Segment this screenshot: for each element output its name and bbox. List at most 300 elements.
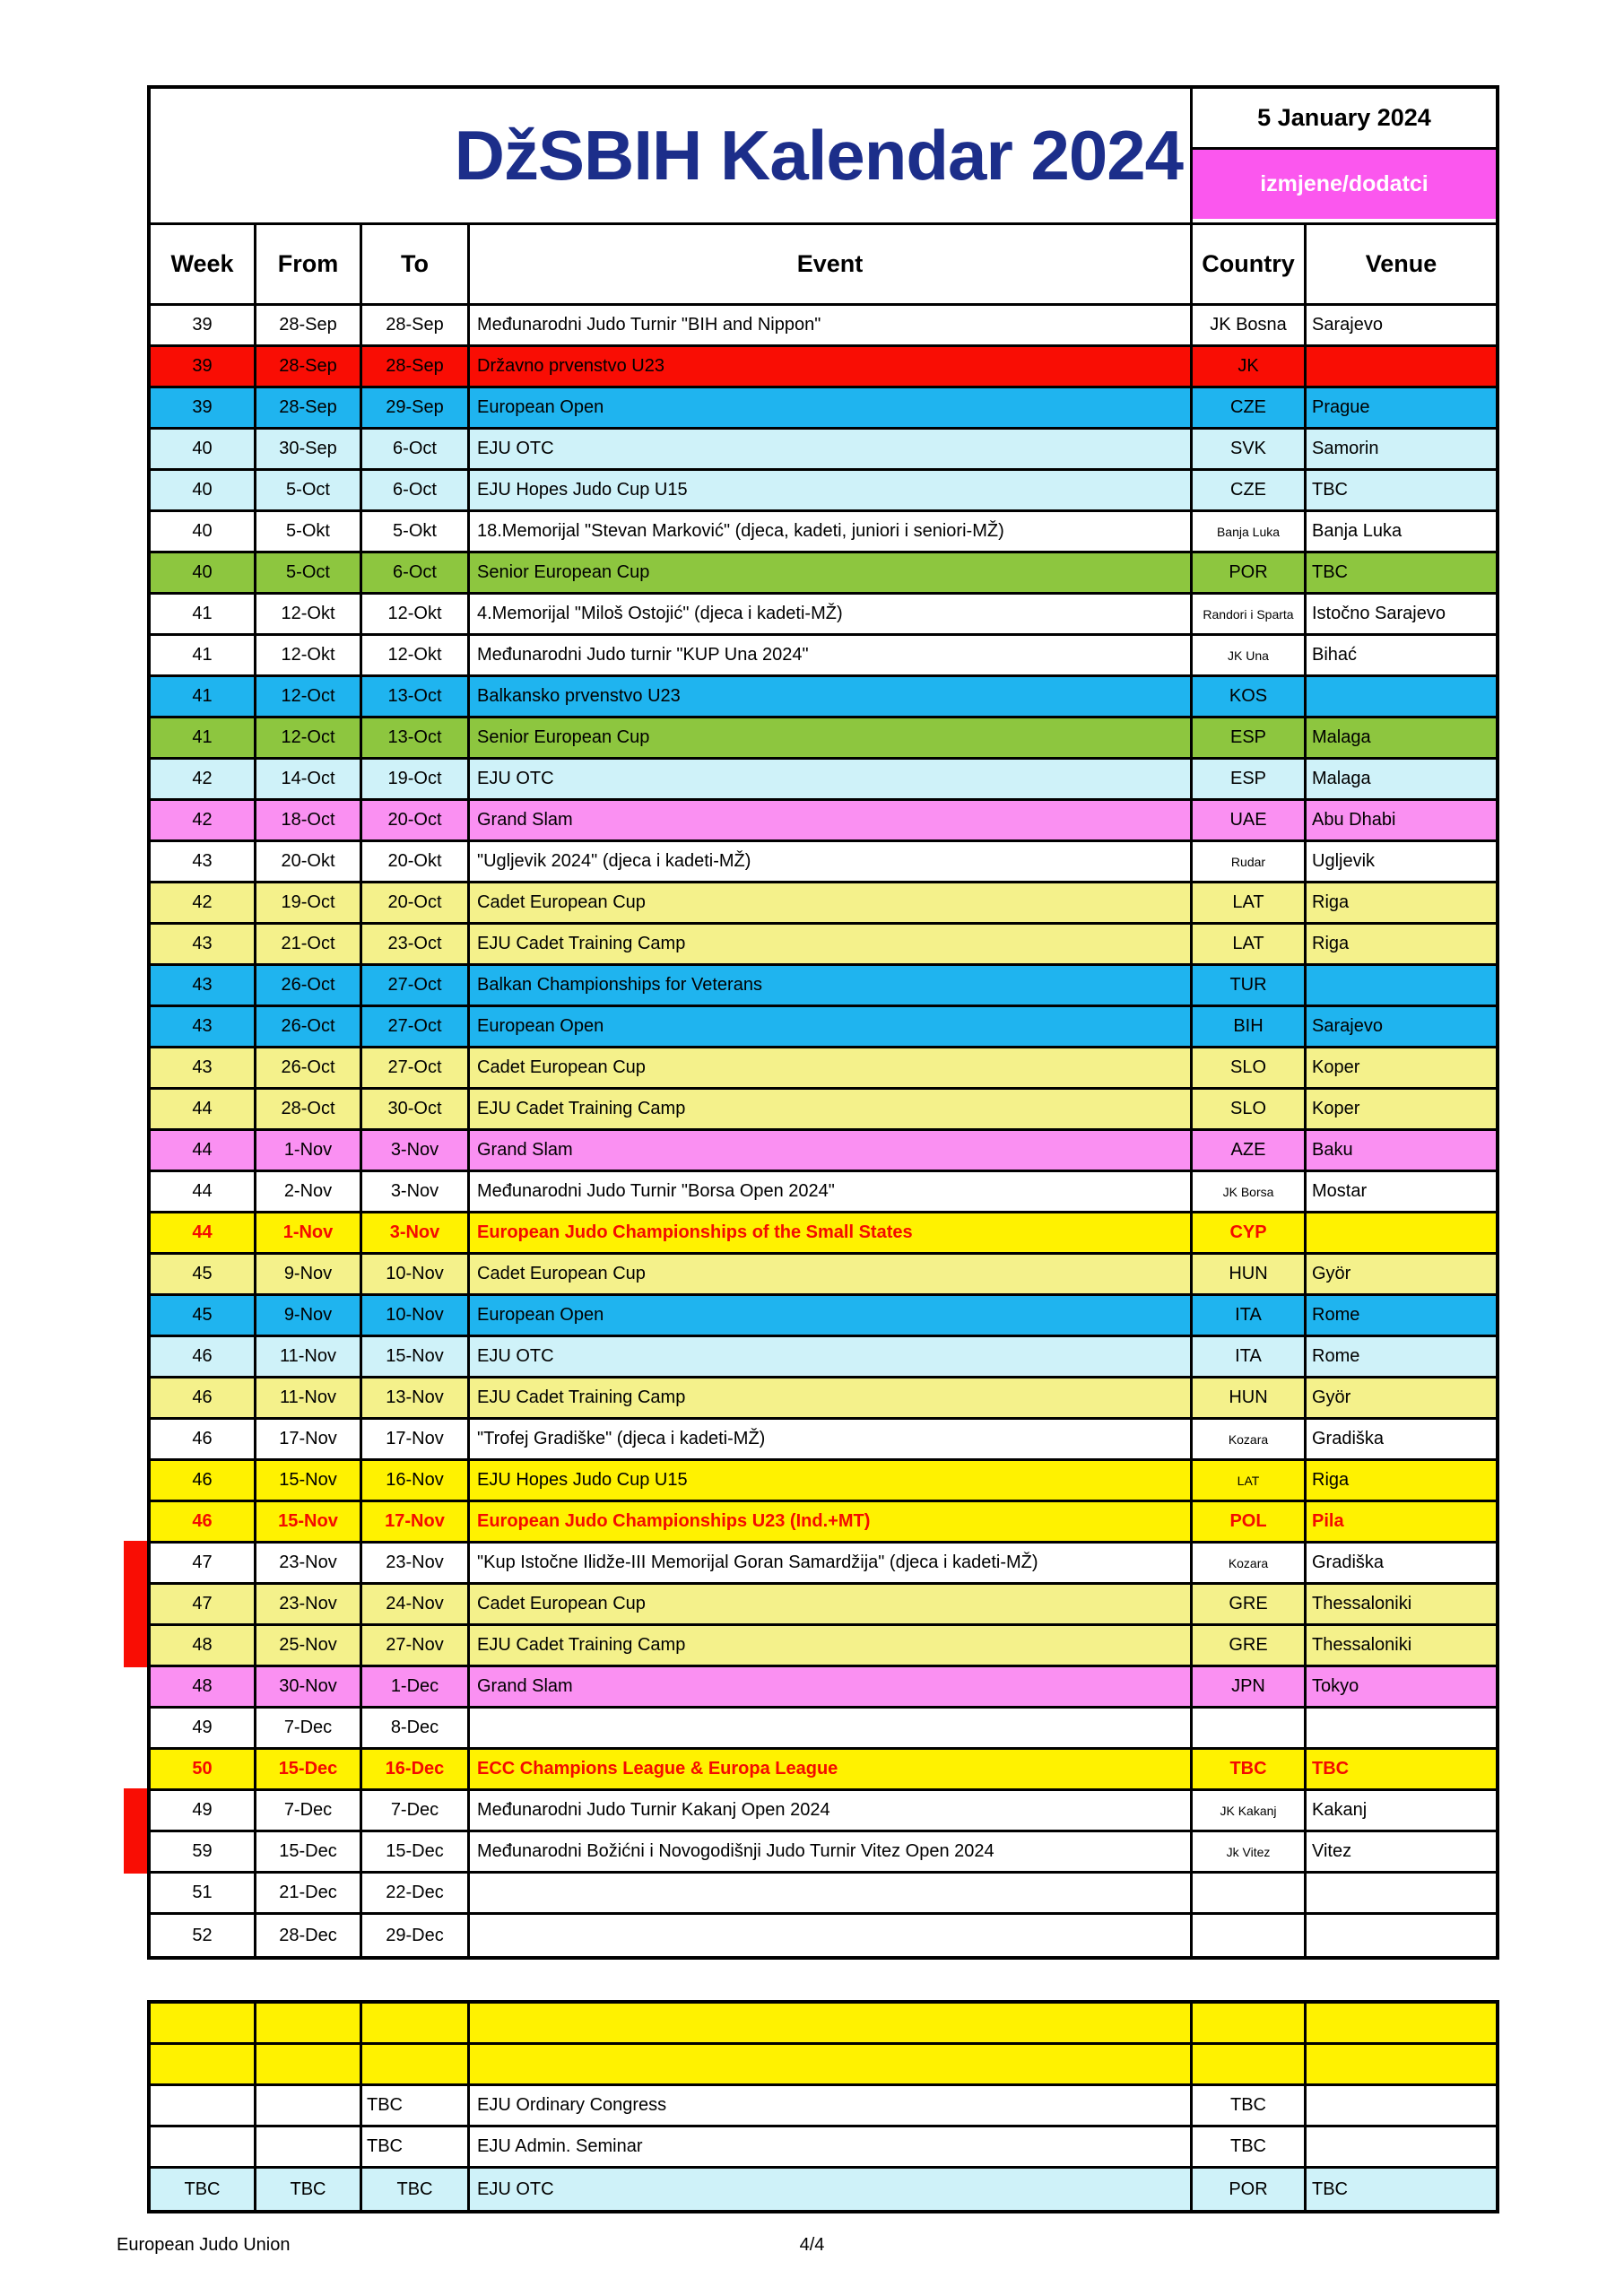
cell-to: 27-Oct (362, 1048, 470, 1087)
table-row (151, 1255, 1496, 1296)
cell-country: CYP (1193, 1213, 1307, 1252)
cell-event: EJU Admin. Seminar (470, 2127, 1193, 2166)
cell-venue: TBC (1312, 480, 1348, 500)
cell-event: Grand Slam (470, 1131, 1193, 1170)
cell-to: TBC (362, 2169, 470, 2210)
table-row (151, 430, 1496, 471)
table-row (151, 2004, 1496, 2045)
cell-event: EJU Cadet Training Camp (470, 1378, 1193, 1417)
cell-week: 44 (151, 1213, 256, 1252)
cell-from: 12-Okt (256, 636, 362, 674)
cell-from: 12-Okt (256, 595, 362, 633)
cell-venue (1307, 2086, 1496, 2125)
cell-to: 12-Okt (362, 636, 470, 674)
table-row (151, 1585, 1496, 1626)
cell-week: TBC (151, 2169, 256, 2210)
cell-to: 27-Oct (362, 1007, 470, 1046)
table-row (151, 1172, 1496, 1213)
cell-to: 16-Nov (362, 1461, 470, 1500)
cell-from: 23-Nov (256, 1544, 362, 1582)
footer-organization: European Judo Union (117, 2235, 291, 2255)
cell-event: 4.Memorijal "Miloš Ostojić" (djeca i kadeti-MŽ) (470, 595, 1193, 633)
table-row (151, 1544, 1496, 1585)
table-row (151, 925, 1496, 966)
table-row (151, 883, 1496, 925)
cell-to: 10-Nov (362, 1296, 470, 1335)
cell-venue: Ugljevik (1312, 851, 1376, 871)
cell-from: 15-Nov (256, 1502, 362, 1541)
cell-week: 41 (151, 636, 256, 674)
cell-from: 26-Oct (256, 1048, 362, 1087)
cell-country: Kozara (1193, 1544, 1307, 1582)
cell-event: European Open (470, 1007, 1193, 1046)
table-row (151, 1090, 1496, 1131)
table-row (151, 760, 1496, 801)
column-header-from: From (256, 225, 362, 303)
table-row (151, 1296, 1496, 1337)
cell-event: EJU Ordinary Congress (470, 2086, 1193, 2125)
cell-to: 3-Nov (362, 1131, 470, 1170)
cell-country: ESP (1193, 718, 1307, 757)
cell-from: 15-Dec (256, 1750, 362, 1788)
table-row (151, 1709, 1496, 1750)
table-row (151, 1420, 1496, 1461)
cell-from: 5-Oct (256, 471, 362, 509)
cell-to: 13-Nov (362, 1378, 470, 1417)
cell-event: Cadet European Cup (470, 1585, 1193, 1623)
cell-venue: Vitez (1312, 1841, 1352, 1861)
table-row (151, 1626, 1496, 1667)
cell-country: UAE (1193, 801, 1307, 839)
table-row (151, 1915, 1496, 1956)
cell-week: 44 (151, 1131, 256, 1170)
cell-week: 49 (151, 1709, 256, 1747)
cell-venue: Malaga (1312, 769, 1371, 788)
table-row (151, 512, 1496, 553)
cell-to: 29-Dec (362, 1915, 470, 1956)
cell-week: 41 (151, 595, 256, 633)
cell-country: LAT (1193, 925, 1307, 963)
cell-from: 21-Dec (256, 1874, 362, 1912)
cell-week: 59 (151, 1832, 256, 1871)
cell-country: LAT (1193, 883, 1307, 922)
cell-venue: Riga (1312, 892, 1350, 912)
cell-to: 28-Sep (362, 306, 470, 344)
cell-week: 43 (151, 1048, 256, 1087)
column-header-event: Event (470, 225, 1193, 303)
cell-event: EJU Hopes Judo Cup U15 (470, 1461, 1193, 1500)
table-row (151, 677, 1496, 718)
table-row (151, 1667, 1496, 1709)
cell-venue: Koper (1312, 1057, 1360, 1077)
table-row (151, 306, 1496, 347)
changes-badge: izmjene/dodatci (1193, 150, 1496, 219)
cell-country: SVK (1193, 430, 1307, 468)
cell-to: 8-Dec (362, 1709, 470, 1747)
cell-country: Jk Vitez (1193, 1832, 1307, 1871)
cell-venue: Malaga (1312, 727, 1371, 747)
table-row (151, 1874, 1496, 1915)
title-cell (151, 89, 1193, 222)
cell-country: POR (1193, 2169, 1307, 2210)
cell-week: 43 (151, 1007, 256, 1046)
cell-from: 1-Nov (256, 1213, 362, 1252)
table-row (151, 1378, 1496, 1420)
cell-venue: TBC (1312, 562, 1348, 582)
cell-country: ESP (1193, 760, 1307, 798)
cell-event: Cadet European Cup (470, 1255, 1193, 1293)
cell-country: JPN (1193, 1667, 1307, 1706)
cell-country (1193, 1915, 1307, 1956)
table-row (151, 1337, 1496, 1378)
cell-country (1193, 2045, 1307, 2083)
cell-venue: Tokyo (1312, 1676, 1359, 1696)
cell-to: TBC (362, 2127, 470, 2166)
table-row (151, 388, 1496, 430)
column-header-row (151, 225, 1496, 306)
cell-week: 48 (151, 1626, 256, 1665)
cell-event: Međunarodni Judo turnir "KUP Una 2024" (470, 636, 1193, 674)
cell-venue (1307, 2127, 1496, 2166)
cell-venue (1307, 677, 1496, 716)
cell-event: "Kup Istočne Ilidže-III Memorijal Goran Samardžija" (djeca i kadeti-MŽ) (470, 1544, 1193, 1582)
cell-venue: Sarajevo (1312, 315, 1383, 335)
cell-from: 12-Oct (256, 677, 362, 716)
cell-from (256, 2004, 362, 2042)
cell-venue: Rome (1312, 1305, 1360, 1325)
cell-week: 42 (151, 760, 256, 798)
cell-week: 46 (151, 1337, 256, 1376)
table-row (151, 1007, 1496, 1048)
cell-from (256, 2045, 362, 2083)
cell-event: EJU OTC (470, 430, 1193, 468)
cell-country: JK Una (1193, 636, 1307, 674)
cell-from: 5-Oct (256, 553, 362, 592)
table-row (151, 2045, 1496, 2086)
cell-to: 23-Nov (362, 1544, 470, 1582)
cell-week: 42 (151, 883, 256, 922)
cell-to: 6-Oct (362, 430, 470, 468)
cell-country: SLO (1193, 1048, 1307, 1087)
cell-country: ITA (1193, 1337, 1307, 1376)
cell-week: 41 (151, 718, 256, 757)
cell-country (1193, 1709, 1307, 1747)
cell-venue: Thessaloniki (1312, 1594, 1412, 1613)
cell-from: 25-Nov (256, 1626, 362, 1665)
cell-venue (1307, 1709, 1496, 1747)
cell-week: 46 (151, 1420, 256, 1458)
cell-country: POL (1193, 1502, 1307, 1541)
cell-venue: Rome (1312, 1346, 1360, 1366)
cell-from: 26-Oct (256, 966, 362, 1004)
cell-event: Međunarodni Judo Turnir "Borsa Open 2024" (470, 1172, 1193, 1211)
cell-to: 1-Dec (362, 1667, 470, 1706)
cell-from: 14-Oct (256, 760, 362, 798)
cell-from: 7-Dec (256, 1709, 362, 1747)
table-row (151, 347, 1496, 388)
title-right-block (1193, 89, 1496, 222)
cell-venue (1307, 1915, 1496, 1956)
cell-to: 15-Nov (362, 1337, 470, 1376)
footer-page-number: 4/4 (799, 2235, 825, 2255)
cell-venue (1307, 2045, 1496, 2083)
cell-week: 40 (151, 512, 256, 551)
cell-event: European Open (470, 1296, 1193, 1335)
cell-event: Državno prvenstvo U23 (470, 347, 1193, 386)
cell-from: 9-Nov (256, 1255, 362, 1293)
cell-event: European Open (470, 388, 1193, 427)
cell-event: Cadet European Cup (470, 1048, 1193, 1087)
cell-venue: Prague (1312, 397, 1370, 417)
cell-country: HUN (1193, 1378, 1307, 1417)
cell-from: 2-Nov (256, 1172, 362, 1211)
table-row (151, 1832, 1496, 1874)
cell-to: 20-Okt (362, 842, 470, 881)
cell-from (256, 2086, 362, 2125)
table-row (151, 553, 1496, 595)
cell-venue: Sarajevo (1312, 1016, 1383, 1036)
cell-to: 17-Nov (362, 1502, 470, 1541)
cell-country: JK Borsa (1193, 1172, 1307, 1211)
cell-country: Randori i Sparta (1193, 595, 1307, 633)
cell-venue: Koper (1312, 1099, 1360, 1118)
cell-from: 7-Dec (256, 1791, 362, 1830)
table-row (151, 1213, 1496, 1255)
revision-date: 5 January 2024 (1193, 89, 1496, 150)
table-row (151, 1791, 1496, 1832)
cell-venue: Gradiška (1312, 1429, 1385, 1448)
cell-event: "Ugljevik 2024" (djeca i kadeti-MŽ) (470, 842, 1193, 881)
cell-to: 6-Oct (362, 471, 470, 509)
cell-venue (1307, 1213, 1496, 1252)
cell-to: 3-Nov (362, 1213, 470, 1252)
table-row (151, 1131, 1496, 1172)
cell-event: Cadet European Cup (470, 883, 1193, 922)
cell-week: 39 (151, 306, 256, 344)
table-row (151, 1048, 1496, 1090)
cell-week (151, 2004, 256, 2042)
cell-week (151, 2045, 256, 2083)
cell-week: 41 (151, 677, 256, 716)
cell-to: 30-Oct (362, 1090, 470, 1128)
cell-country: HUN (1193, 1255, 1307, 1293)
cell-from: 12-Oct (256, 718, 362, 757)
cell-event: "Trofej Gradiške" (djeca i kadeti-MŽ) (470, 1420, 1193, 1458)
cell-event: Međunarodni Judo Turnir Kakanj Open 2024 (470, 1791, 1193, 1830)
cell-event: Balkan Championships for Veterans (470, 966, 1193, 1004)
cell-from: 20-Okt (256, 842, 362, 881)
cell-event: European Judo Championships of the Small States (470, 1213, 1193, 1252)
cell-event: Senior European Cup (470, 718, 1193, 757)
cell-venue: Riga (1312, 1470, 1350, 1490)
calendar-document (147, 85, 1499, 2213)
cell-to: 10-Nov (362, 1255, 470, 1293)
cell-event: EJU OTC (470, 1337, 1193, 1376)
cell-to: 6-Oct (362, 553, 470, 592)
calendar-rows (151, 306, 1496, 1956)
cell-country: JK Kakanj (1193, 1791, 1307, 1830)
cell-week: 40 (151, 553, 256, 592)
cell-week: 47 (151, 1544, 256, 1582)
cell-country: CZE (1193, 388, 1307, 427)
cell-country: CZE (1193, 471, 1307, 509)
cell-from: 17-Nov (256, 1420, 362, 1458)
cell-country: GRE (1193, 1626, 1307, 1665)
cell-event (470, 1709, 1193, 1747)
cell-venue (1307, 1874, 1496, 1912)
column-header-venue: Venue (1365, 250, 1437, 277)
cell-week: 40 (151, 430, 256, 468)
table-row (151, 966, 1496, 1007)
cell-country: TBC (1193, 2127, 1307, 2166)
cell-from: 28-Sep (256, 306, 362, 344)
cell-event: European Judo Championships U23 (Ind.+MT) (470, 1502, 1193, 1541)
cell-week: 46 (151, 1502, 256, 1541)
cell-week: 42 (151, 801, 256, 839)
cell-week: 43 (151, 966, 256, 1004)
cell-from (256, 2127, 362, 2166)
cell-week (151, 2086, 256, 2125)
cell-week: 47 (151, 1585, 256, 1623)
cell-to: 28-Sep (362, 347, 470, 386)
cell-event: EJU Cadet Training Camp (470, 1626, 1193, 1665)
cell-venue (1307, 347, 1496, 386)
cell-venue: Gradiška (1312, 1552, 1385, 1572)
cell-from: 19-Oct (256, 883, 362, 922)
table-row (151, 718, 1496, 760)
page-title: DžSBIH Kalendar 2024 (454, 116, 1183, 195)
cell-venue: Istočno Sarajevo (1312, 604, 1446, 623)
cell-to: 5-Okt (362, 512, 470, 551)
cell-venue: Mostar (1312, 1181, 1368, 1201)
cell-event (470, 2004, 1193, 2042)
cell-event: ECC Champions League & Europa League (470, 1750, 1193, 1788)
cell-venue: TBC (1312, 2179, 1348, 2199)
cell-country: KOS (1193, 677, 1307, 716)
cell-venue: Györ (1312, 1387, 1351, 1407)
cell-to: 20-Oct (362, 801, 470, 839)
supplementary-rows (151, 2004, 1496, 2210)
cell-event: EJU OTC (470, 760, 1193, 798)
cell-from: 23-Nov (256, 1585, 362, 1623)
title-block (151, 89, 1496, 225)
cell-venue: Riga (1312, 934, 1350, 953)
cell-week: 52 (151, 1915, 256, 1956)
main-calendar-table (147, 85, 1499, 1960)
cell-week: 46 (151, 1378, 256, 1417)
cell-week: 39 (151, 347, 256, 386)
cell-country: LAT (1193, 1461, 1307, 1500)
cell-event: EJU Hopes Judo Cup U15 (470, 471, 1193, 509)
cell-to: 23-Oct (362, 925, 470, 963)
cell-from: 21-Oct (256, 925, 362, 963)
cell-to: 27-Oct (362, 966, 470, 1004)
cell-week: 45 (151, 1296, 256, 1335)
cell-event: EJU Cadet Training Camp (470, 925, 1193, 963)
table-row (151, 1502, 1496, 1544)
cell-venue (1307, 2004, 1496, 2042)
cell-week: 39 (151, 388, 256, 427)
table-row (151, 1461, 1496, 1502)
cell-from: 28-Oct (256, 1090, 362, 1128)
cell-week: 45 (151, 1255, 256, 1293)
cell-country: GRE (1193, 1585, 1307, 1623)
cell-venue: Banja Luka (1312, 521, 1403, 541)
cell-from: 18-Oct (256, 801, 362, 839)
cell-venue: Bihać (1312, 645, 1358, 665)
cell-country: Kozara (1193, 1420, 1307, 1458)
cell-to: 13-Oct (362, 718, 470, 757)
cell-week: 46 (151, 1461, 256, 1500)
cell-to: 27-Nov (362, 1626, 470, 1665)
cell-event (470, 1915, 1193, 1956)
cell-venue: Samorin (1312, 439, 1379, 458)
cell-week: 49 (151, 1791, 256, 1830)
table-row (151, 2086, 1496, 2127)
cell-venue: Györ (1312, 1264, 1351, 1283)
cell-country: POR (1193, 553, 1307, 592)
table-row (151, 595, 1496, 636)
cell-to: 22-Dec (362, 1874, 470, 1912)
cell-from: 11-Nov (256, 1337, 362, 1376)
cell-to: 13-Oct (362, 677, 470, 716)
table-row (151, 842, 1496, 883)
cell-event: Grand Slam (470, 1667, 1193, 1706)
cell-event: Grand Slam (470, 801, 1193, 839)
cell-country: ITA (1193, 1296, 1307, 1335)
cell-week: 48 (151, 1667, 256, 1706)
cell-event: Međunarodni Judo Turnir "BIH and Nippon" (470, 306, 1193, 344)
cell-event: Međunarodni Božićni i Novogodišnji Judo Turnir Vitez Open 2024 (470, 1832, 1193, 1871)
cell-week: 44 (151, 1172, 256, 1211)
table-row (151, 801, 1496, 842)
cell-to: TBC (362, 2086, 470, 2125)
cell-from: 1-Nov (256, 1131, 362, 1170)
cell-venue: Thessaloniki (1312, 1635, 1412, 1655)
table-row (151, 2169, 1496, 2210)
cell-week: 50 (151, 1750, 256, 1788)
cell-venue (1307, 966, 1496, 1004)
cell-country: Banja Luka (1193, 512, 1307, 551)
cell-event: 18.Memorijal "Stevan Marković" (djeca, kadeti, juniori i seniori-MŽ) (470, 512, 1193, 551)
cell-week: 43 (151, 925, 256, 963)
cell-from: 28-Sep (256, 388, 362, 427)
cell-to: 20-Oct (362, 883, 470, 922)
cell-to: 24-Nov (362, 1585, 470, 1623)
cell-country: Rudar (1193, 842, 1307, 881)
cell-week: 51 (151, 1874, 256, 1912)
cell-country: JK Bosna (1193, 306, 1307, 344)
cell-to (362, 2045, 470, 2083)
table-row (151, 636, 1496, 677)
column-header-to: To (362, 225, 470, 303)
cell-to: 3-Nov (362, 1172, 470, 1211)
cell-from: 26-Oct (256, 1007, 362, 1046)
cell-from: 5-Okt (256, 512, 362, 551)
cell-to: 19-Oct (362, 760, 470, 798)
cell-from: 15-Nov (256, 1461, 362, 1500)
cell-to: 29-Sep (362, 388, 470, 427)
cell-event: EJU Cadet Training Camp (470, 1090, 1193, 1128)
cell-to: 7-Dec (362, 1791, 470, 1830)
cell-event (470, 2045, 1193, 2083)
cell-event: Senior European Cup (470, 553, 1193, 592)
cell-country: SLO (1193, 1090, 1307, 1128)
cell-country: TUR (1193, 966, 1307, 1004)
column-header-country: Country (1193, 225, 1307, 303)
cell-week (151, 2127, 256, 2166)
table-row (151, 471, 1496, 512)
